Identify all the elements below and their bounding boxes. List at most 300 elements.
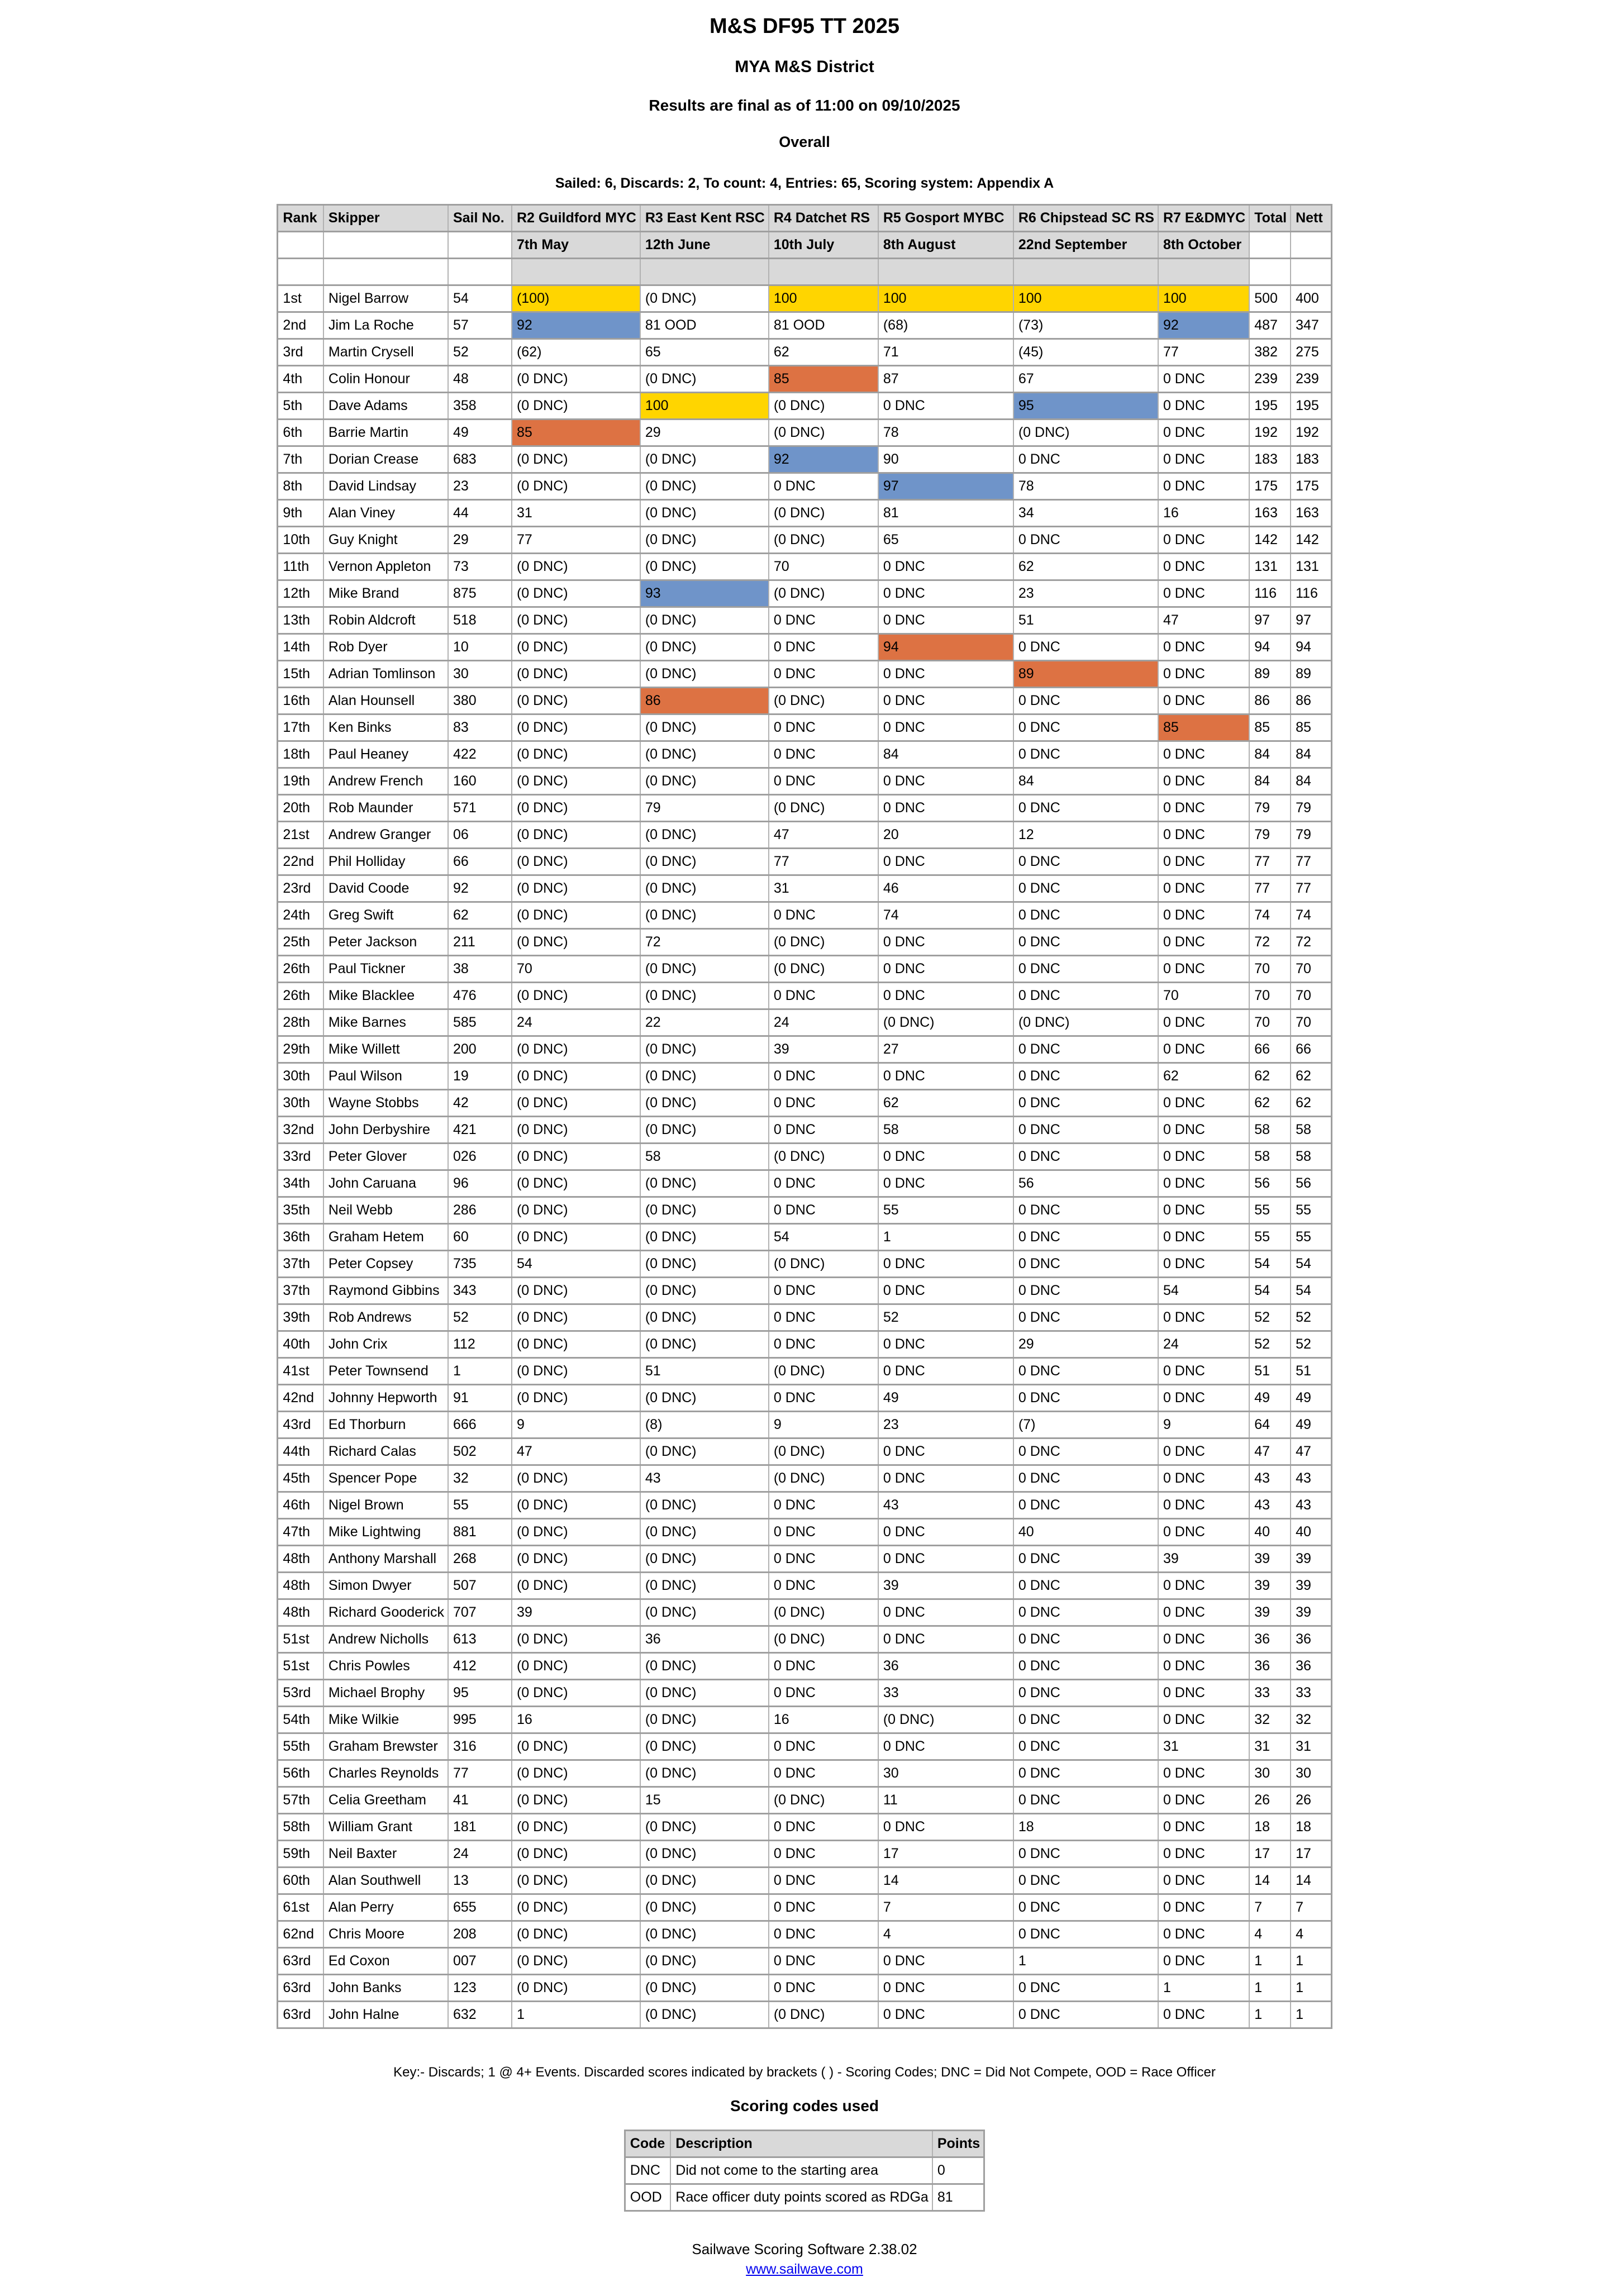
total-cell: 70 — [1249, 1009, 1291, 1036]
rank-cell: 42nd — [278, 1385, 323, 1412]
total-cell: 192 — [1249, 420, 1291, 446]
race-score-cell: 0 DNC — [769, 634, 878, 661]
race-score-cell: (0 DNC) — [512, 849, 640, 875]
race-score-cell: 0 DNC — [769, 1519, 878, 1546]
race-score-cell: (0 DNC) — [640, 822, 769, 849]
sail-no-cell: 502 — [448, 1438, 512, 1465]
rank-cell: 45th — [278, 1465, 323, 1492]
race-score-cell: (0 DNC) — [512, 1787, 640, 1814]
race-score-cell: 0 DNC — [769, 1921, 878, 1948]
sail-no-cell: 54 — [448, 285, 512, 312]
race-score-cell: 85 — [769, 366, 878, 393]
result-row — [278, 1733, 1331, 1760]
skipper-cell: Alan Southwell — [323, 1868, 448, 1894]
rank-cell: 46th — [278, 1492, 323, 1519]
race-score-cell: 0 DNC — [878, 1814, 1013, 1841]
date-header: 10th July — [769, 232, 878, 259]
race-score-cell: 0 DNC — [1158, 1144, 1249, 1170]
result-row — [278, 1948, 1331, 1975]
nett-cell: 58 — [1291, 1144, 1331, 1170]
rank-cell: 5th — [278, 393, 323, 420]
race-score-cell: 0 DNC — [1158, 822, 1249, 849]
skipper-cell: Nigel Barrow — [323, 285, 448, 312]
race-score-cell: 0 DNC — [878, 1358, 1013, 1385]
total-cell: 64 — [1249, 1412, 1291, 1438]
nett-cell: 72 — [1291, 929, 1331, 956]
nett-cell: 175 — [1291, 473, 1331, 500]
race-score-cell: (0 DNC) — [640, 366, 769, 393]
race-score-cell: 0 DNC — [1158, 473, 1249, 500]
race-score-cell: 15 — [640, 1787, 769, 1814]
race-score-cell: (0 DNC) — [640, 1090, 769, 1117]
race-score-cell: (0 DNC) — [640, 1653, 769, 1680]
total-cell: 43 — [1249, 1465, 1291, 1492]
race-score-cell: 0 DNC — [1158, 1760, 1249, 1787]
race-score-cell: (0 DNC) — [512, 1546, 640, 1573]
race-score-cell: 65 — [878, 527, 1013, 554]
race-score-cell: (0 DNC) — [769, 1626, 878, 1653]
total-cell: 17 — [1249, 1841, 1291, 1868]
nett-cell: 400 — [1291, 285, 1331, 312]
rank-cell: 4th — [278, 366, 323, 393]
total-cell: 62 — [1249, 1090, 1291, 1117]
sail-no-cell: 585 — [448, 1009, 512, 1036]
rank-cell: 44th — [278, 1438, 323, 1465]
footer-software-credit: Sailwave Scoring Software 2.38.02 — [692, 2241, 917, 2257]
race-score-cell: (0 DNC) — [640, 1841, 769, 1868]
sail-no-cell: 55 — [448, 1492, 512, 1519]
race-score-cell: (0 DNC) — [878, 1009, 1013, 1036]
total-cell: 142 — [1249, 527, 1291, 554]
sail-no-cell: 268 — [448, 1546, 512, 1573]
column-header: R3 East Kent RSC — [640, 205, 769, 232]
series-summary-line: Sailed: 6, Discards: 2, To count: 4, Entries: 65, Scoring system: Appendix A — [555, 175, 1054, 191]
race-score-cell: 0 DNC — [1158, 1626, 1249, 1653]
event-subtitle: MYA M&S District — [735, 58, 874, 76]
total-cell: 84 — [1249, 741, 1291, 768]
rank-cell: 51st — [278, 1626, 323, 1653]
sail-no-cell: 48 — [448, 366, 512, 393]
race-score-cell: 46 — [878, 875, 1013, 902]
skipper-cell: Richard Gooderick — [323, 1599, 448, 1626]
result-row — [278, 1278, 1331, 1304]
sail-no-cell: 24 — [448, 1841, 512, 1868]
race-score-cell: 0 DNC — [1158, 1090, 1249, 1117]
race-score-cell: (0 DNC) — [769, 580, 878, 607]
race-score-cell: 47 — [512, 1438, 640, 1465]
race-score-cell: (0 DNC) — [512, 580, 640, 607]
total-cell: 4 — [1249, 1921, 1291, 1948]
race-score-cell: (0 DNC) — [512, 1090, 640, 1117]
rank-cell: 16th — [278, 688, 323, 714]
race-score-cell: 0 DNC — [1013, 527, 1158, 554]
race-score-cell: (0 DNC) — [512, 1814, 640, 1841]
result-row — [278, 607, 1331, 634]
race-score-cell: (0 DNC) — [769, 688, 878, 714]
race-score-cell: 4 — [878, 1921, 1013, 1948]
race-score-cell: (0 DNC) — [769, 795, 878, 822]
result-row — [278, 1009, 1331, 1036]
skipper-cell: Andrew French — [323, 768, 448, 795]
race-score-cell: 17 — [878, 1841, 1013, 1868]
race-score-cell: (0 DNC) — [512, 1868, 640, 1894]
total-cell: 51 — [1249, 1358, 1291, 1385]
result-row — [278, 1063, 1331, 1090]
total-cell: 58 — [1249, 1144, 1291, 1170]
rank-cell: 7th — [278, 446, 323, 473]
result-row — [278, 1412, 1331, 1438]
race-score-cell: 0 DNC — [1013, 1546, 1158, 1573]
nett-cell: 4 — [1291, 1921, 1331, 1948]
race-score-cell: 0 DNC — [769, 983, 878, 1009]
race-score-cell: (0 DNC) — [512, 1036, 640, 1063]
total-cell: 116 — [1249, 580, 1291, 607]
sail-no-cell: 1 — [448, 1358, 512, 1385]
race-score-cell: (0 DNC) — [640, 1197, 769, 1224]
nett-cell: 43 — [1291, 1465, 1331, 1492]
nett-cell: 1 — [1291, 2002, 1331, 2028]
race-score-cell: 0 DNC — [1158, 580, 1249, 607]
race-score-cell: (0 DNC) — [512, 1626, 640, 1653]
race-score-cell: 0 DNC — [769, 1278, 878, 1304]
skipper-cell: Peter Glover — [323, 1144, 448, 1170]
spacer-cell — [448, 259, 512, 285]
nett-cell: 31 — [1291, 1733, 1331, 1760]
sail-no-cell: 735 — [448, 1251, 512, 1278]
skipper-cell: Wayne Stobbs — [323, 1090, 448, 1117]
nett-cell: 70 — [1291, 1009, 1331, 1036]
race-score-cell: 81 — [878, 500, 1013, 527]
race-score-cell: (0 DNC) — [512, 1197, 640, 1224]
race-score-cell: 0 DNC — [878, 1251, 1013, 1278]
nett-cell: 49 — [1291, 1385, 1331, 1412]
sailwave-link[interactable]: www.sailwave.com — [746, 2261, 863, 2277]
total-cell: 32 — [1249, 1707, 1291, 1733]
race-score-cell: 85 — [1158, 714, 1249, 741]
skipper-cell: Chris Moore — [323, 1921, 448, 1948]
race-score-cell: 71 — [878, 339, 1013, 366]
race-score-cell: 54 — [512, 1251, 640, 1278]
nett-cell: 192 — [1291, 420, 1331, 446]
race-score-cell: (0 DNC) — [640, 554, 769, 580]
total-cell: 85 — [1249, 714, 1291, 741]
race-score-cell: 0 DNC — [1158, 1868, 1249, 1894]
skipper-cell: Andrew Granger — [323, 822, 448, 849]
column-header: R7 E&DMYC — [1158, 205, 1249, 232]
race-score-cell: 70 — [512, 956, 640, 983]
result-row — [278, 1170, 1331, 1197]
date-header — [1249, 232, 1291, 259]
rank-cell: 41st — [278, 1358, 323, 1385]
skipper-cell: Mike Barnes — [323, 1009, 448, 1036]
race-score-cell: 0 DNC — [878, 688, 1013, 714]
skipper-cell: John Caruana — [323, 1170, 448, 1197]
scoring-codes-title: Scoring codes used — [730, 2097, 879, 2114]
race-score-cell: (0 DNC) — [640, 1492, 769, 1519]
result-row — [278, 527, 1331, 554]
race-score-cell: (0 DNC) — [512, 1144, 640, 1170]
rank-cell: 40th — [278, 1331, 323, 1358]
nett-cell: 79 — [1291, 822, 1331, 849]
race-score-cell: (0 DNC) — [769, 420, 878, 446]
total-cell: 56 — [1249, 1170, 1291, 1197]
race-score-cell: (0 DNC) — [640, 1680, 769, 1707]
race-score-cell: (0 DNC) — [512, 554, 640, 580]
race-score-cell: (0 DNC) — [640, 1599, 769, 1626]
skipper-cell: Guy Knight — [323, 527, 448, 554]
nett-cell: 36 — [1291, 1653, 1331, 1680]
result-row — [278, 1251, 1331, 1278]
race-score-cell: 0 DNC — [1158, 527, 1249, 554]
result-row — [278, 1975, 1331, 2002]
nett-cell: 52 — [1291, 1331, 1331, 1358]
race-score-cell: (0 DNC) — [769, 500, 878, 527]
nett-cell: 43 — [1291, 1492, 1331, 1519]
race-score-cell: 0 DNC — [1158, 1841, 1249, 1868]
race-score-cell: 0 DNC — [1013, 1465, 1158, 1492]
race-score-cell: 27 — [878, 1036, 1013, 1063]
race-score-cell: 0 DNC — [1158, 1304, 1249, 1331]
race-score-cell: 30 — [878, 1760, 1013, 1787]
race-score-cell: 62 — [878, 1090, 1013, 1117]
skipper-cell: Spencer Pope — [323, 1465, 448, 1492]
skipper-cell: Simon Dwyer — [323, 1573, 448, 1599]
total-cell: 86 — [1249, 688, 1291, 714]
sail-no-cell: 995 — [448, 1707, 512, 1733]
section-title: Overall — [779, 134, 830, 150]
race-score-cell: 92 — [1158, 312, 1249, 339]
race-score-cell: 0 DNC — [1013, 1653, 1158, 1680]
result-row — [278, 902, 1331, 929]
race-score-cell: 0 DNC — [878, 1733, 1013, 1760]
race-score-cell: 0 DNC — [769, 1894, 878, 1921]
race-score-cell: 84 — [1013, 768, 1158, 795]
race-score-cell: 79 — [640, 795, 769, 822]
codes-header-row — [625, 2131, 984, 2157]
race-score-cell: (0 DNC) — [640, 661, 769, 688]
race-score-cell: (0 DNC) — [640, 1707, 769, 1733]
race-score-cell: 0 DNC — [1158, 768, 1249, 795]
skipper-cell: Mike Lightwing — [323, 1519, 448, 1546]
result-row — [278, 1680, 1331, 1707]
race-score-cell: (0 DNC) — [769, 1144, 878, 1170]
race-score-cell: (0 DNC) — [640, 849, 769, 875]
race-score-cell: (0 DNC) — [640, 1170, 769, 1197]
result-row — [278, 1519, 1331, 1546]
race-score-cell: 51 — [1013, 607, 1158, 634]
rank-cell: 48th — [278, 1599, 323, 1626]
result-row — [278, 956, 1331, 983]
race-score-cell: (0 DNC) — [640, 1814, 769, 1841]
race-score-cell: 78 — [878, 420, 1013, 446]
race-score-cell: 0 DNC — [1158, 1009, 1249, 1036]
rank-cell: 9th — [278, 500, 323, 527]
race-score-cell: (0 DNC) — [640, 1894, 769, 1921]
rank-cell: 3rd — [278, 339, 323, 366]
result-row — [278, 1894, 1331, 1921]
race-score-cell: 0 DNC — [769, 1760, 878, 1787]
race-score-cell: 0 DNC — [1158, 1814, 1249, 1841]
skipper-cell: David Coode — [323, 875, 448, 902]
rank-cell: 60th — [278, 1868, 323, 1894]
rank-cell: 1st — [278, 285, 323, 312]
race-score-cell: 100 — [769, 285, 878, 312]
result-row — [278, 554, 1331, 580]
race-score-cell: 0 DNC — [769, 902, 878, 929]
race-score-cell: (0 DNC) — [512, 1331, 640, 1358]
nett-cell: 116 — [1291, 580, 1331, 607]
total-cell: 84 — [1249, 768, 1291, 795]
total-cell: 58 — [1249, 1117, 1291, 1144]
race-score-cell: 0 DNC — [769, 1331, 878, 1358]
result-row — [278, 929, 1331, 956]
race-score-cell: 0 DNC — [1158, 795, 1249, 822]
total-cell: 54 — [1249, 1278, 1291, 1304]
race-score-cell: (0 DNC) — [769, 1787, 878, 1814]
skipper-cell: Richard Calas — [323, 1438, 448, 1465]
nett-cell: 1 — [1291, 1948, 1331, 1975]
total-cell: 77 — [1249, 875, 1291, 902]
result-row — [278, 339, 1331, 366]
race-score-cell: (0 DNC) — [512, 1948, 640, 1975]
race-score-cell: (0 DNC) — [512, 1063, 640, 1090]
nett-cell: 142 — [1291, 527, 1331, 554]
result-row — [278, 1117, 1331, 1144]
nett-cell: 86 — [1291, 688, 1331, 714]
total-cell: 70 — [1249, 983, 1291, 1009]
rank-cell: 24th — [278, 902, 323, 929]
result-row — [278, 1197, 1331, 1224]
race-score-cell: 0 DNC — [769, 473, 878, 500]
nett-cell: 39 — [1291, 1599, 1331, 1626]
race-score-cell: 0 DNC — [1013, 446, 1158, 473]
result-row — [278, 1814, 1331, 1841]
race-score-cell: 86 — [640, 688, 769, 714]
skipper-cell: John Halne — [323, 2002, 448, 2028]
rank-cell: 26th — [278, 983, 323, 1009]
race-score-cell: 0 DNC — [1013, 1921, 1158, 1948]
race-score-cell: 100 — [1013, 285, 1158, 312]
race-score-cell: (0 DNC) — [878, 1707, 1013, 1733]
sail-no-cell: 007 — [448, 1948, 512, 1975]
result-row — [278, 1626, 1331, 1653]
nett-cell: 85 — [1291, 714, 1331, 741]
rank-cell: 63rd — [278, 1975, 323, 2002]
column-header: R4 Datchet RS — [769, 205, 878, 232]
race-score-cell: 23 — [878, 1412, 1013, 1438]
sail-no-cell: 026 — [448, 1144, 512, 1170]
skipper-cell: Alan Viney — [323, 500, 448, 527]
race-score-cell: 0 DNC — [1013, 634, 1158, 661]
race-score-cell: 97 — [878, 473, 1013, 500]
sail-no-cell: 92 — [448, 875, 512, 902]
race-score-cell: 0 DNC — [1013, 1438, 1158, 1465]
rank-cell: 11th — [278, 554, 323, 580]
nett-cell: 89 — [1291, 661, 1331, 688]
date-header: 8th August — [878, 232, 1013, 259]
race-score-cell: (0 DNC) — [512, 1465, 640, 1492]
nett-cell: 52 — [1291, 1304, 1331, 1331]
race-score-cell: 90 — [878, 446, 1013, 473]
total-cell: 74 — [1249, 902, 1291, 929]
result-row — [278, 1921, 1331, 1948]
skipper-cell: Mike Willett — [323, 1036, 448, 1063]
nett-cell: 40 — [1291, 1519, 1331, 1546]
result-row — [278, 1331, 1331, 1358]
race-score-cell: 0 DNC — [769, 1653, 878, 1680]
race-score-cell: 1 — [878, 1224, 1013, 1251]
nett-cell: 94 — [1291, 634, 1331, 661]
race-score-cell: 0 DNC — [1158, 1921, 1249, 1948]
race-score-cell: (0 DNC) — [512, 688, 640, 714]
nett-cell: 66 — [1291, 1036, 1331, 1063]
rank-cell: 6th — [278, 420, 323, 446]
rank-cell: 10th — [278, 527, 323, 554]
race-score-cell: 34 — [1013, 500, 1158, 527]
column-header: Total — [1249, 205, 1291, 232]
race-score-cell: 0 DNC — [1158, 661, 1249, 688]
total-cell: 163 — [1249, 500, 1291, 527]
rank-cell: 63rd — [278, 1948, 323, 1975]
race-score-cell: (0 DNC) — [512, 1385, 640, 1412]
race-score-cell: (0 DNC) — [640, 1760, 769, 1787]
race-score-cell: 39 — [878, 1573, 1013, 1599]
race-score-cell: 43 — [878, 1492, 1013, 1519]
race-score-cell: 0 DNC — [1158, 366, 1249, 393]
skipper-cell: Dorian Crease — [323, 446, 448, 473]
race-score-cell: 0 DNC — [1158, 956, 1249, 983]
total-cell: 79 — [1249, 795, 1291, 822]
code-description-cell: Did not come to the starting area — [670, 2157, 932, 2184]
race-score-cell: (0 DNC) — [512, 1733, 640, 1760]
race-score-cell: 0 DNC — [1013, 1224, 1158, 1251]
spacer-row — [278, 259, 1331, 285]
race-score-cell: 0 DNC — [1013, 1599, 1158, 1626]
sail-no-cell: 112 — [448, 1331, 512, 1358]
race-score-cell: 24 — [512, 1009, 640, 1036]
rank-cell: 36th — [278, 1224, 323, 1251]
race-score-cell: 23 — [1013, 580, 1158, 607]
race-score-cell: 0 DNC — [1158, 420, 1249, 446]
race-score-cell: 0 DNC — [1013, 714, 1158, 741]
race-score-cell: (0 DNC) — [640, 1331, 769, 1358]
sail-no-cell: 380 — [448, 688, 512, 714]
race-score-cell: 49 — [878, 1385, 1013, 1412]
sail-no-cell: 73 — [448, 554, 512, 580]
result-row — [278, 1358, 1331, 1385]
skipper-cell: Rob Maunder — [323, 795, 448, 822]
race-score-cell: 0 DNC — [1013, 1492, 1158, 1519]
race-score-cell: 0 DNC — [1013, 956, 1158, 983]
race-score-cell: 65 — [640, 339, 769, 366]
race-score-cell: (0 DNC) — [640, 1278, 769, 1304]
race-score-cell: 9 — [769, 1412, 878, 1438]
spacer-cell — [769, 259, 878, 285]
result-row — [278, 741, 1331, 768]
column-header: R6 Chipstead SC RS — [1013, 205, 1158, 232]
race-score-cell: 0 DNC — [1013, 1841, 1158, 1868]
race-score-cell: (0 DNC) — [640, 473, 769, 500]
skipper-cell: Graham Brewster — [323, 1733, 448, 1760]
result-row — [278, 580, 1331, 607]
race-score-cell: 11 — [878, 1787, 1013, 1814]
skipper-cell: John Banks — [323, 1975, 448, 2002]
race-score-cell: 0 DNC — [1013, 902, 1158, 929]
total-cell: 30 — [1249, 1760, 1291, 1787]
race-score-cell: 36 — [878, 1653, 1013, 1680]
race-score-cell: 39 — [1158, 1546, 1249, 1573]
nett-cell: 239 — [1291, 366, 1331, 393]
